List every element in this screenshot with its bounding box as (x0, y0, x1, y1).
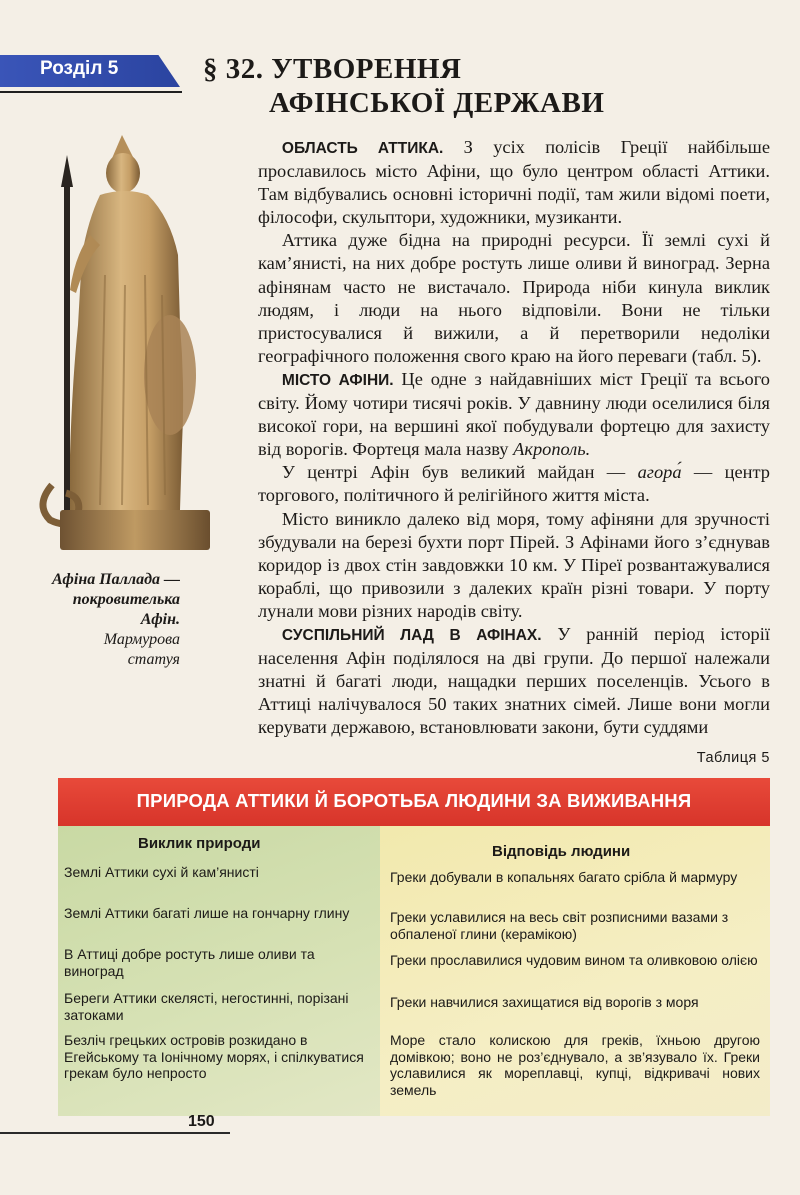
statue-head (106, 153, 140, 193)
page-number: 150 (188, 1113, 215, 1130)
table-cell: Землі Аттики багаті лише на гончарну глину (64, 905, 350, 921)
table-cell: Землі Аттики сухі й кам’янисті (64, 864, 259, 880)
table-cell: Береги Аттики скелясті, негостинні, порізані затоками (64, 990, 349, 1023)
caption-line: статуя (127, 651, 180, 668)
caption-line: Афіна Паллада — (51, 571, 180, 588)
table-cell: Греки прославилися чудовим вином та оливковою олією (390, 952, 758, 968)
table-cell: Безліч грецьких островів розкидано в Егейському та Іонічному морях, і спілкуватися грекам було непросто (64, 1032, 364, 1081)
paragraph-text: У ранній період історії населення Афін поділялося на дві групи. До першої належали знатні й багаті люди, нащадки перших поселенців. Усього в Аттиці налічувалося 50 таких знатних сімей. Лише вони могли керувати державою, встановлювати закони, бути суддями (258, 623, 770, 738)
table-cell: Греки уславилися на весь світ розписними вазами з обпаленої глини (керамікою) (390, 909, 729, 942)
subheading-attica: ОБЛАСТЬ АТТИКА. (281, 140, 444, 157)
paragraph-text: У центрі Афін був великий майдан — (281, 462, 626, 483)
term-agora: агора́ (637, 462, 682, 483)
table-title: ПРИРОДА АТТИКИ Й БОРОТЬБА ЛЮДИНИ ЗА ВИЖИВАННЯ (136, 790, 692, 811)
paragraph: Аттика дуже бідна на природні ресурси. Її землі сухі й кам’янисті, на них добре ростуть лише оливи й виноград. Зерна афінянам часто не вистачало. Природа ніби кинула виклик людям, і люди на нього відповіли. Вони не тільки пристосувалися й вижили, а й перетворили недоліки географічного положення свого краю на його переваги (табл. 5). (258, 230, 770, 366)
table-cell: Греки навчилися захищатися від ворогів з моря (390, 994, 699, 1010)
table-cell: В Аттиці добре ростуть лише оливи та виноград (64, 946, 315, 979)
page-title (203, 52, 643, 120)
left-column-header: Виклик природи (138, 835, 261, 852)
paragraph-text: — центр торгового, політичного й релігійного життя міста. (258, 462, 770, 506)
statue-shield (144, 315, 196, 435)
table-cell: Греки добували в копальнях багато срібла й мармуру (390, 869, 738, 885)
caption-line: Мармурова (103, 631, 180, 648)
caption-line: покровителька (72, 591, 180, 608)
paragraph (258, 461, 770, 507)
table-cell: Море стало колискою для греків, їхньою другою домівкою; воно не роз’єднувало, а зв’язувало їх. Греки уславилися як мореплавці, купці, відкривачі нових земель (390, 1032, 760, 1098)
paragraph-text: З усіх полісів Греції найбільше прославилось місто Афіни, що було центром області Аттики. Там відбувались основні історичні події, там жили відомі поети, філософи, скульптори, художники, музиканти. (258, 137, 770, 228)
footer-rule (0, 1132, 230, 1134)
header-rule (0, 91, 182, 93)
title-line-1: § 32. УТВОРЕННЯ (203, 53, 462, 85)
spear-shaft (64, 185, 70, 515)
subheading-social: СУСПІЛЬНИЙ ЛАД В АФІНАХ. (281, 626, 542, 644)
paragraph (258, 368, 770, 461)
paragraph: Місто виникло далеко від моря, тому афіняни для зручності збудували на березі бухти порт Пірей. З Афінами його з’єднував коридор із двох стін завдовжки 10 км. У Піреї розвантажувалися кораблі, що привозили з далеких країн різні товари. У порту лунали мови різних народів світу. (258, 508, 770, 621)
paragraph (258, 623, 770, 739)
title-line-2: АФІНСЬКОЇ ДЕРЖАВИ (269, 87, 605, 119)
spear-tip (61, 155, 73, 187)
statue-base (60, 510, 210, 550)
term-acropolis: Акрополь. (513, 439, 591, 460)
figure-caption (20, 570, 180, 670)
right-column-header: Відповідь людини (492, 843, 631, 860)
paragraph-text: Це одне з найдавніших міст Греції та всього світу. Йому чотири тисячі років. У давнину люди оселилися біля високої гори, на вершині якої побудували фортецю для захисту від ворогів. Фортеця мала назву (258, 368, 770, 460)
caption-line: Афін. (140, 611, 180, 628)
paragraph (258, 136, 770, 229)
section-label: Розділ 5 (40, 58, 119, 79)
subheading-athens: МІСТО АФІНИ. (281, 371, 394, 389)
body-text (258, 136, 770, 739)
statue-icon (30, 125, 220, 555)
table-caption: Таблиця 5 (696, 750, 770, 766)
